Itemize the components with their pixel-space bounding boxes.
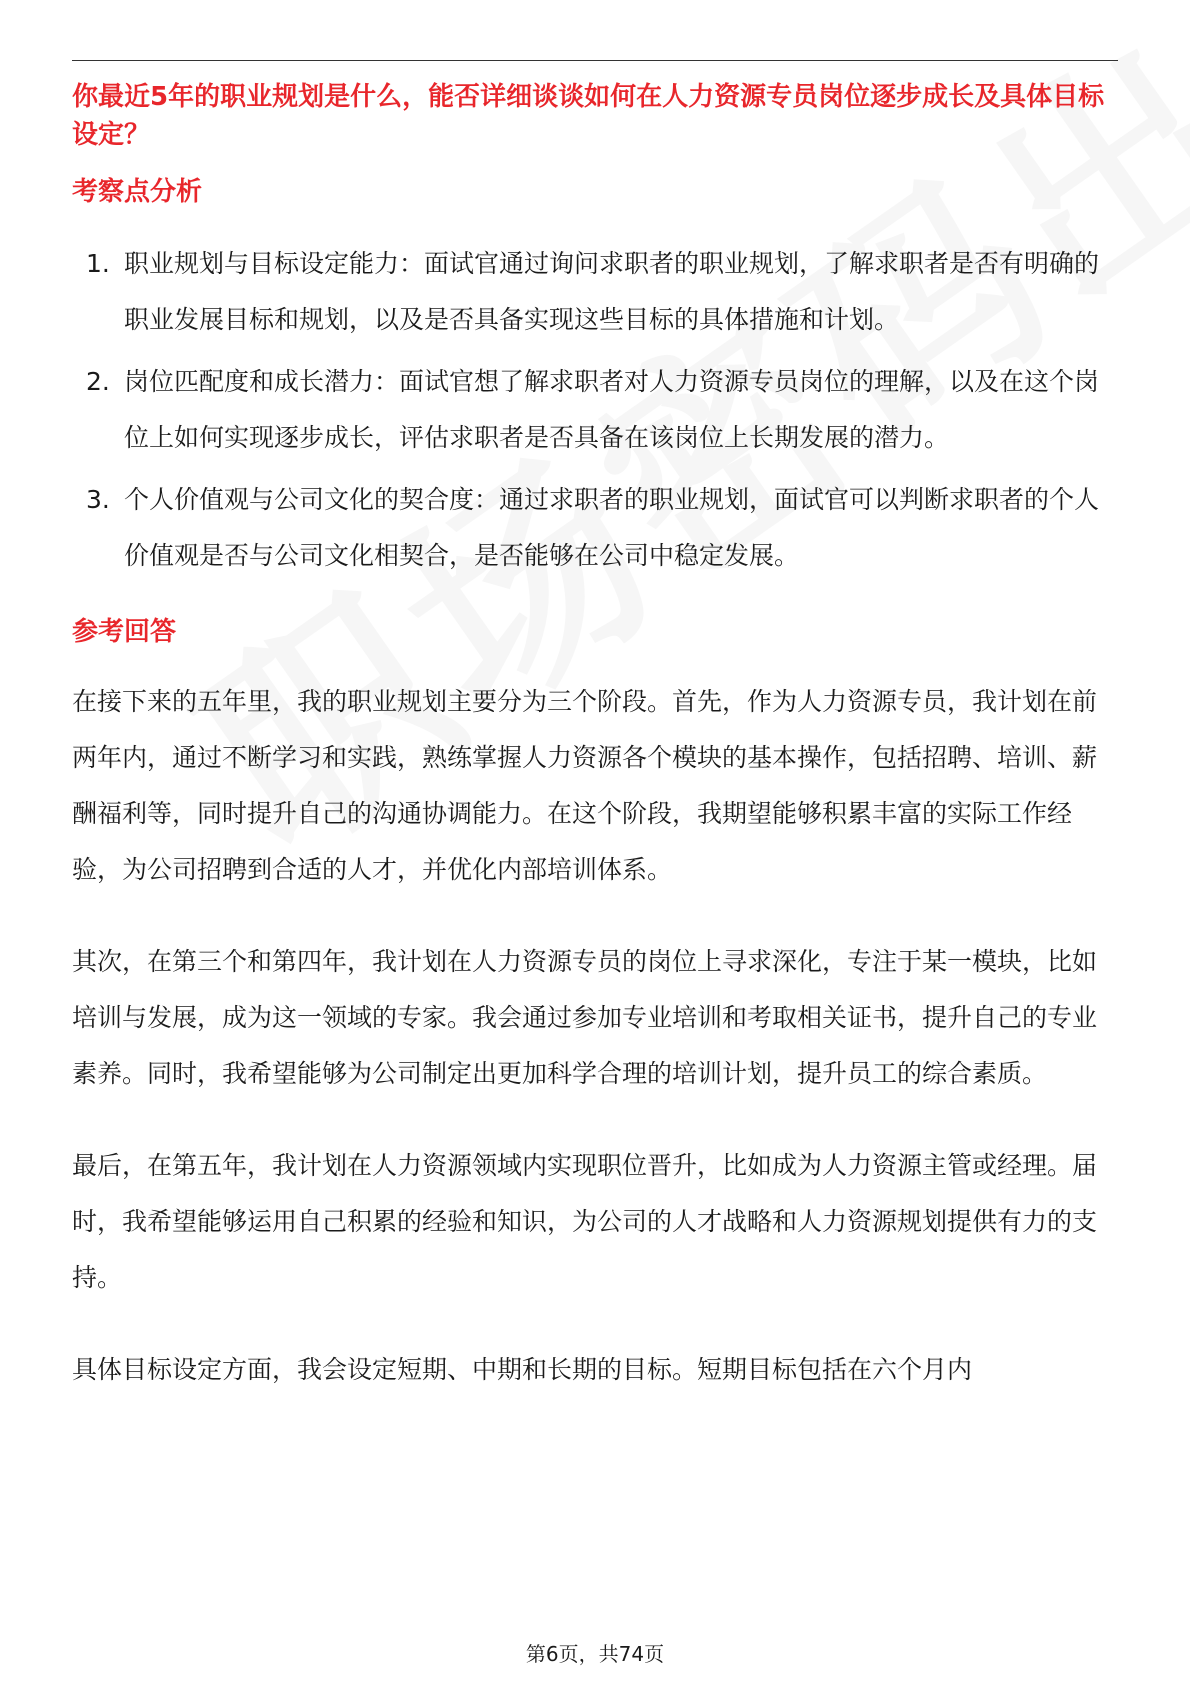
list-item-number: 1. — [86, 249, 110, 278]
question-title: 你最近5年的职业规划是什么，能否详细谈谈如何在人力资源专员岗位逐步成长及具体目标设定？ — [72, 82, 1105, 150]
answer-paragraph: 最后，在第五年，我计划在人力资源领域内实现职位晋升，比如成为人力资源主管或经理。届时，我希望能够运用自己积累的经验和知识，为公司的人才战略和人力资源规划提供有力的支持。 — [72, 1151, 1098, 1292]
analysis-list — [72, 236, 1118, 584]
document-body — [72, 78, 1118, 1398]
answer-paragraph: 在接下来的五年里，我的职业规划主要分为三个阶段。首先，作为人力资源专员，我计划在前两年内，通过不断学习和实践，熟练掌握人力资源各个模块的基本操作，包括招聘、培训、薪酬福利等，同时提升自己的沟通协调能力。在这个阶段，我期望能够积累丰富的实际工作经验，为公司招聘到合适的人才，并优化内部培训体系。 — [72, 687, 1098, 884]
answer-paragraph: 具体目标设定方面，我会设定短期、中期和长期的目标。短期目标包括在六个月内 — [72, 1355, 973, 1384]
analysis-heading: 考察点分析 — [72, 177, 203, 207]
answer-heading: 参考回答 — [72, 617, 177, 647]
list-item-number: 3. — [86, 485, 110, 514]
list-item-text: 岗位匹配度和成长潜力：面试官想了解求职者对人力资源专员岗位的理解，以及在这个岗位上如何实现逐步成长，评估求职者是否具备在该岗位上长期发展的潜力。 — [124, 367, 1100, 452]
list-item-text: 个人价值观与公司文化的契合度：通过求职者的职业规划，面试官可以判断求职者的个人价值观是否与公司文化相契合，是否能够在公司中稳定发展。 — [124, 485, 1100, 570]
list-item — [72, 236, 1118, 348]
answer-paragraph: 其次，在第三个和第四年，我计划在人力资源专员的岗位上寻求深化，专注于某一模块，比如培训与发展，成为这一领域的专家。我会通过参加专业培训和考取相关证书，提升自己的专业素养。同时，我希望能够为公司制定出更加科学合理的培训计划，提升员工的综合素质。 — [72, 947, 1098, 1088]
list-item — [72, 472, 1118, 584]
list-item-text: 职业规划与目标设定能力：面试官通过询问求职者的职业规划，了解求职者是否有明确的职业发展目标和规划，以及是否具备实现这些目标的具体措施和计划。 — [124, 249, 1100, 334]
list-item — [72, 354, 1118, 466]
list-item-number: 2. — [86, 367, 110, 396]
top-divider — [72, 60, 1118, 61]
page-number: 第6页，共74页 — [525, 1642, 665, 1666]
